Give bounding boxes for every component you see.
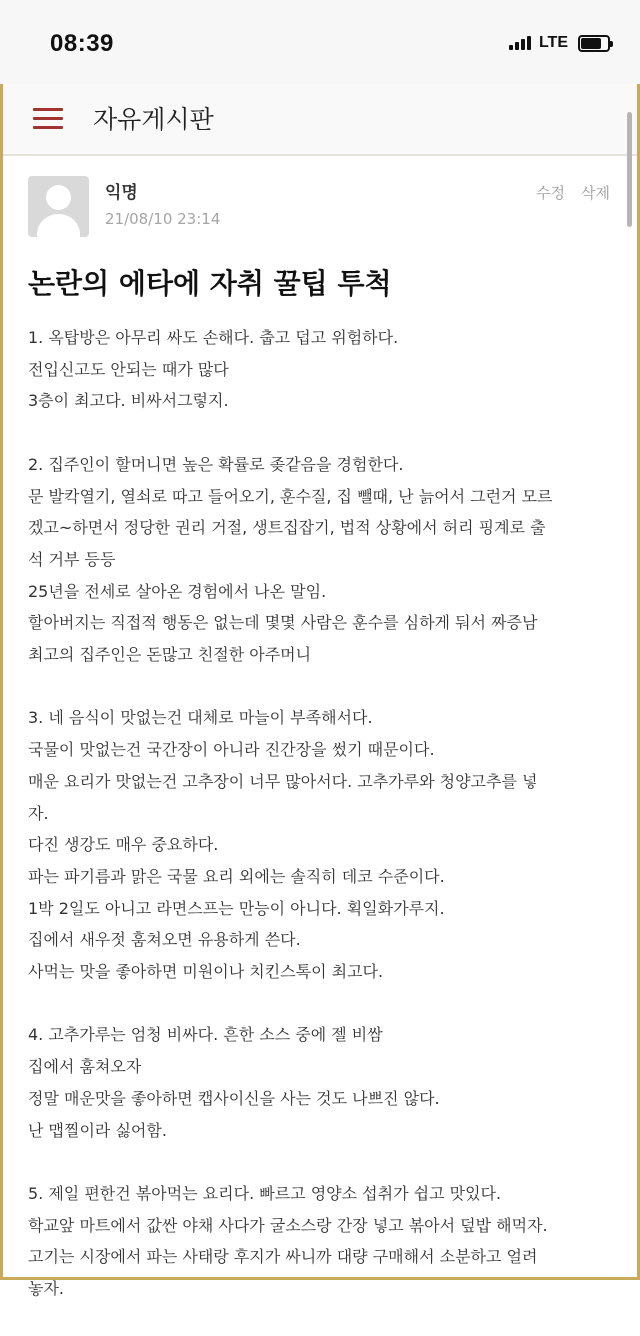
post-line: 고기는 시장에서 파는 사태랑 후지가 싸니까 대량 구매해서 소분하고 얼려 (28, 1247, 538, 1267)
post-line: 할아버지는 직접적 행동은 없는데 몇몇 사람은 훈수를 심하게 둬서 짜증남 (28, 613, 538, 633)
post-line: 다진 생강도 매우 중요하다. (28, 835, 219, 855)
post-line: 국물이 맛없는건 국간장이 아니라 진간장을 썼기 때문이다. (28, 740, 435, 760)
post-paragraph (28, 702, 618, 987)
post-line: 3. 네 음식이 맛없는건 대체로 마늘이 부족해서다. (28, 708, 373, 728)
post-line: 1. 옥탑방은 아무리 싸도 손해다. 춥고 덥고 위험하다. (28, 328, 399, 347)
post-line: 집에서 새우젓 훔쳐오면 유용하게 쓴다. (28, 930, 301, 950)
avatar (28, 176, 89, 237)
post-line: 정말 매운맛을 좋아하면 캡사이신을 사는 것도 나쁘진 않다. (28, 1088, 440, 1108)
scrollbar[interactable] (627, 112, 632, 227)
post-line: 자. (28, 803, 49, 823)
post-line: 5. 제일 편한건 볶아먹는 요리다. 빠르고 영양소 섭취가 쉽고 맛있다. (28, 1183, 502, 1203)
post-line: 겠고~하면서 정당한 권리 거절, 생트집잡기, 법적 상황에서 허리 핑계로 출 (28, 518, 546, 538)
status-bar (0, 0, 640, 84)
edit-button[interactable]: 수정 (536, 184, 566, 202)
post-line: 사먹는 맛을 좋아하면 미원이나 치킨스톡이 최고다. (28, 962, 384, 982)
board-title: 자유게시판 (93, 105, 214, 134)
post-paragraph (28, 322, 618, 417)
post-date: 21/08/10 23:14 (105, 210, 221, 228)
post-line: 파는 파기름과 맑은 국물 요리 외에는 솔직히 데코 수준이다. (28, 866, 445, 886)
post-line: 학교앞 마트에서 값싼 야채 사다가 굴소스랑 간장 넣고 볶아서 덮밥 해먹자. (28, 1215, 548, 1235)
post-line: 문 발칵열기, 열쇠로 따고 들어오기, 훈수질, 집 뺄때, 난 늙어서 그런거 모르 (28, 486, 553, 506)
post-line: 1박 2일도 아니고 라면스프는 만능이 아니다. 획일화가루지. (28, 898, 445, 918)
post-line: 놓자. (28, 1279, 64, 1299)
delete-button[interactable]: 삭제 (581, 184, 610, 202)
post-line: 25년을 전세로 살아온 경험에서 나온 말임. (28, 581, 327, 601)
menu-icon[interactable] (33, 108, 63, 130)
post-line: 난 맵찔이라 싫어함. (28, 1120, 167, 1140)
post-line: 전입신고도 안되는 때가 많다 (28, 359, 229, 379)
battery-icon (578, 35, 610, 52)
post-body (28, 322, 618, 1336)
post-line: 매운 요리가 맛없는건 고추장이 너무 많아서다. 고추가루와 청양고추를 넣 (28, 771, 538, 791)
post-line: 집에서 훔쳐오자 (28, 1057, 142, 1077)
network-label: LTE (538, 34, 568, 51)
post-line: 3층이 최고다. 비싸서그렇지. (28, 391, 229, 411)
post-paragraph (28, 449, 618, 671)
post-paragraph (28, 1019, 618, 1146)
status-indicators (509, 34, 610, 52)
author-name: 익명 (105, 183, 138, 203)
post-line: 최고의 집주인은 돈많고 친절한 아주머니 (28, 645, 312, 665)
post-paragraph (28, 1178, 618, 1305)
post-line: 4. 고추가루는 엄청 비싸다. 흔한 소스 중에 젤 비쌈 (28, 1025, 383, 1045)
post-actions (536, 182, 610, 203)
post-line: 2. 집주인이 할머니면 높은 확률로 좆같음을 경험한다. (28, 454, 404, 474)
app-header (3, 84, 637, 156)
post-title: 논란의 에타에 자취 꿀팁 투척 (28, 267, 392, 300)
post-line: 석 거부 등등 (28, 549, 116, 569)
signal-icon (509, 36, 531, 50)
status-time: 08:39 (50, 30, 114, 57)
